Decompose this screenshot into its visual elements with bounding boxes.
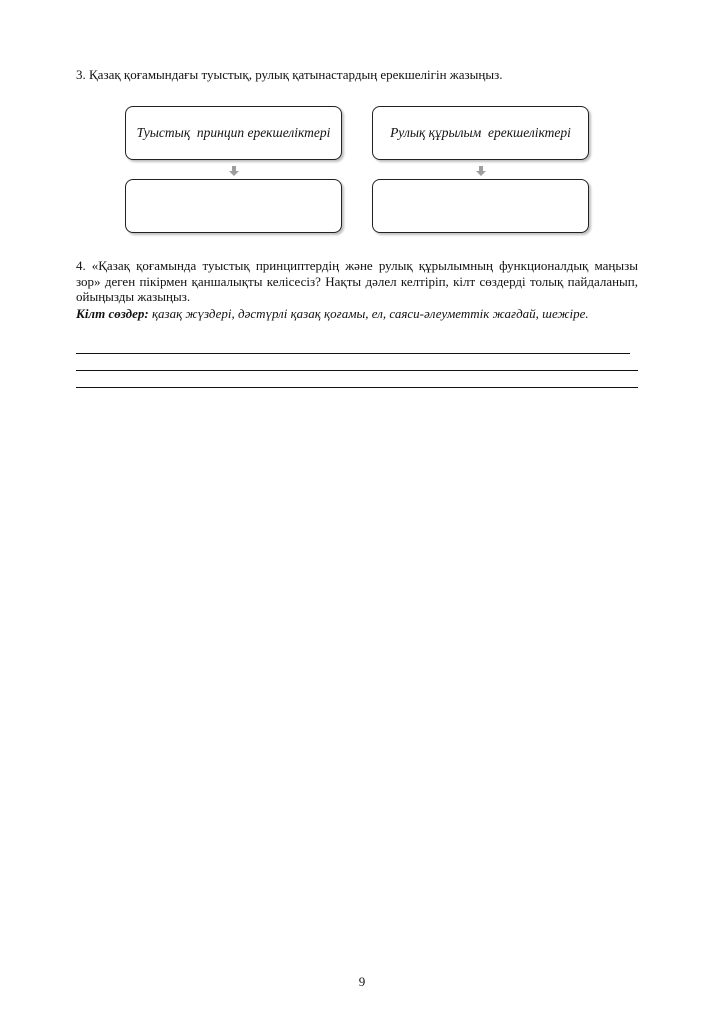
kinship-principle-box <box>125 106 342 160</box>
keywords-label: Кілт сөздер: <box>76 306 149 321</box>
down-arrow-icon <box>476 166 486 176</box>
answer-line[interactable] <box>76 387 638 388</box>
clan-answer-box[interactable] <box>372 179 589 233</box>
answer-line[interactable] <box>76 353 630 354</box>
question-3-number: 3. <box>76 67 86 82</box>
kinship-answer-box[interactable] <box>125 179 342 233</box>
keywords-text: қазақ жүздері, дәстүрлі қазақ қоғамы, ел, саяси-әлеуметтік жағдай, шежіре. <box>151 306 589 321</box>
question-4 <box>76 258 638 305</box>
kinship-principle-label: Туыстық принцип ерекшеліктері <box>136 125 331 140</box>
question-4-number: 4. <box>76 258 86 273</box>
question-3 <box>76 67 646 83</box>
answer-line[interactable] <box>76 370 638 371</box>
keywords-paragraph <box>76 306 638 322</box>
clan-structure-box <box>372 106 589 160</box>
clan-structure-label: Рулық құрылым ерекшеліктері <box>390 125 571 140</box>
page-number: 9 <box>358 974 366 989</box>
question-4-text: «Қазақ қоғамында туыстық принциптердің және рулық құрылымның функционалдық маңызы зор» деген пікірмен қаншалықты келісесіз? Нақты дәлел келтіріп, кілт сөздерді толық пайдаланып, ойыңызды жазыңыз. <box>76 258 638 304</box>
down-arrow-icon <box>229 166 239 176</box>
question-3-text: Қазақ қоғамындағы туыстық, рулық қатынастардың ерекшелігін жазыңыз. <box>89 67 503 82</box>
